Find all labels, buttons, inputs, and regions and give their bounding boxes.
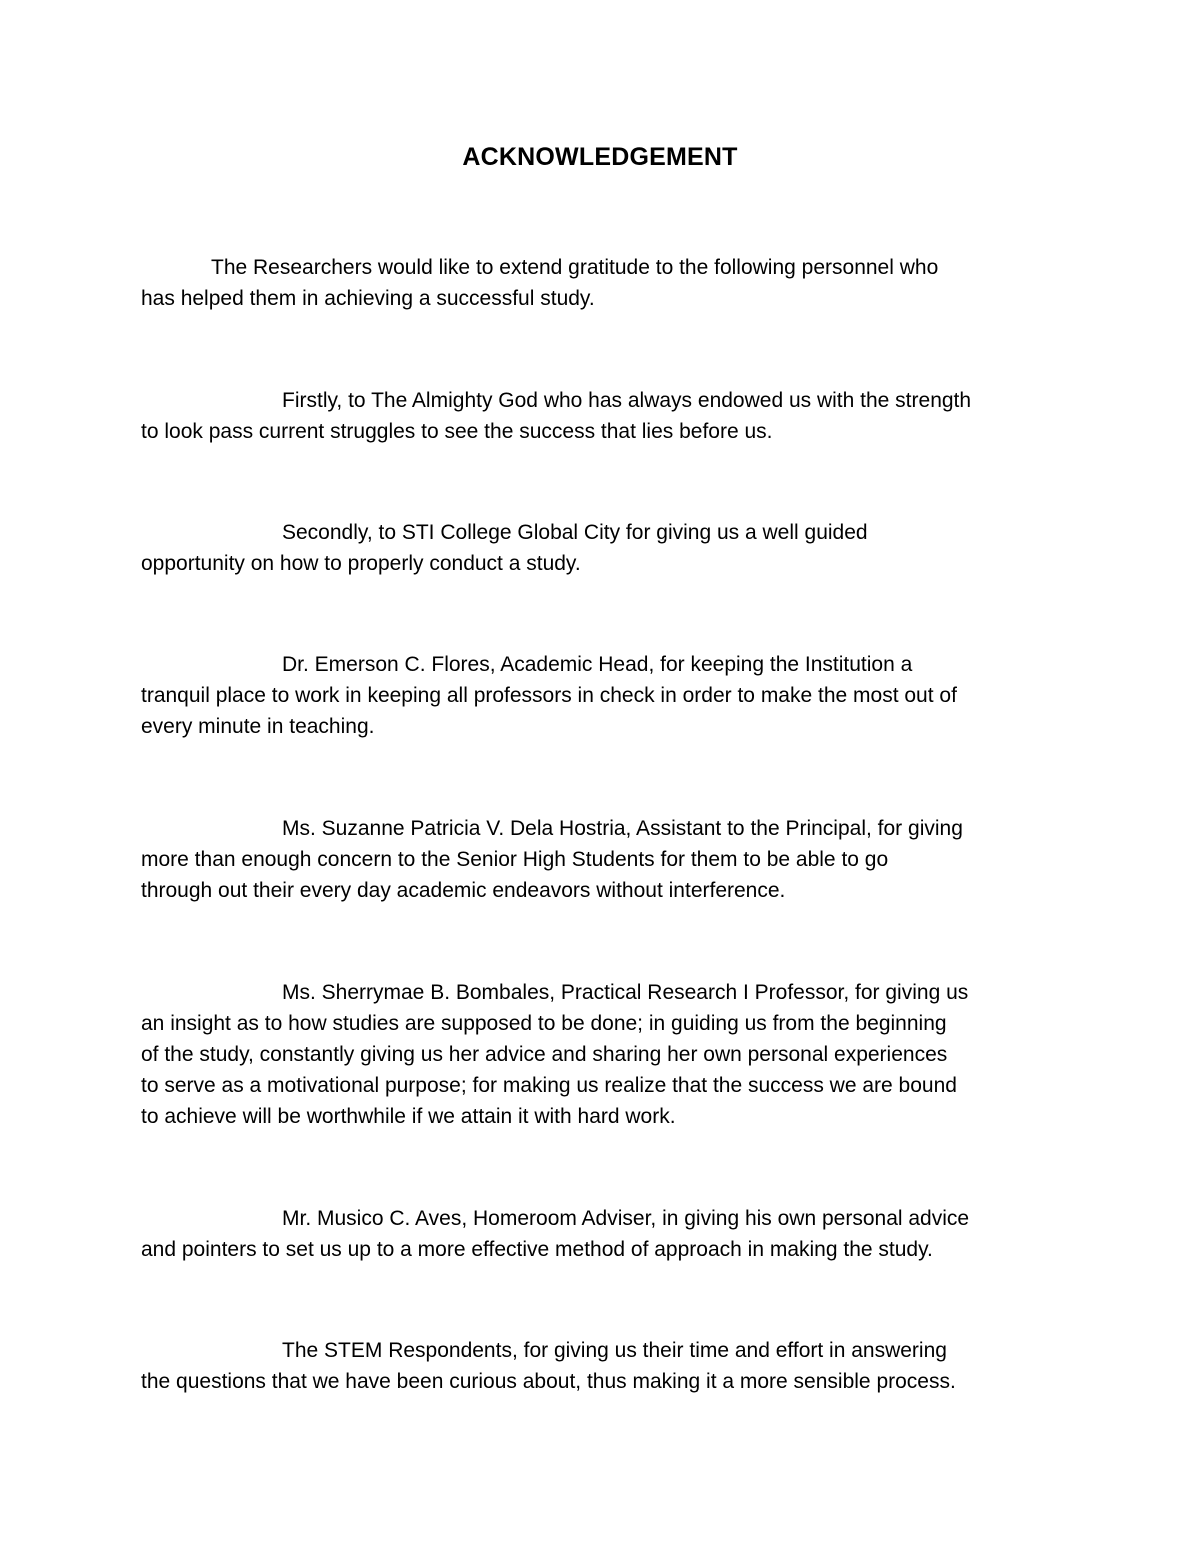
paragraph-line: an insight as to how studies are supposed to be done; in guiding us from the beginning — [141, 1012, 947, 1035]
paragraph-line: through out their every day academic endeavors without interference. — [141, 879, 786, 902]
paragraph-line: Ms. Sherrymae B. Bombales, Practical Research I Professor, for giving us — [282, 981, 969, 1004]
paragraph-line: The STEM Respondents, for giving us their time and effort in answering — [282, 1339, 947, 1362]
paragraph-line: of the study, constantly giving us her advice and sharing her own personal experiences — [141, 1043, 948, 1066]
paragraph-line: every minute in teaching. — [141, 715, 375, 738]
paragraph-line: tranquil place to work in keeping all professors in check in order to make the most out of — [141, 684, 957, 707]
paragraph-line: more than enough concern to the Senior High Students for them to be able to go — [141, 848, 889, 871]
acknowledgement-paragraph-assistant-principal — [141, 813, 1071, 906]
acknowledgement-paragraph-respondents — [141, 1335, 1071, 1397]
acknowledgement-paragraph-research-professor — [141, 977, 1071, 1132]
acknowledgement-paragraph-academic-head — [141, 649, 1071, 742]
paragraph-line: to look pass current struggles to see the success that lies before us. — [141, 420, 773, 443]
paragraph-line: has helped them in achieving a successful study. — [141, 287, 595, 310]
acknowledgement-paragraph-god — [141, 385, 1071, 447]
paragraph-line: The Researchers would like to extend gratitude to the following personnel who — [211, 256, 939, 279]
acknowledgement-paragraph-college — [141, 517, 1071, 579]
paragraph-line: Ms. Suzanne Patricia V. Dela Hostria, Assistant to the Principal, for giving — [282, 817, 963, 840]
paragraph-line: to serve as a motivational purpose; for making us realize that the success we are bound — [141, 1074, 957, 1097]
paragraph-line: and pointers to set us up to a more effective method of approach in making the study. — [141, 1238, 933, 1261]
paragraph-line: opportunity on how to properly conduct a study. — [141, 552, 581, 575]
paragraph-line: the questions that we have been curious about, thus making it a more sensible process. — [141, 1370, 956, 1393]
paragraph-line: to achieve will be worthwhile if we attain it with hard work. — [141, 1105, 676, 1128]
paragraph-line: Mr. Musico C. Aves, Homeroom Adviser, in giving his own personal advice — [282, 1207, 970, 1230]
intro-paragraph — [141, 252, 1071, 314]
paragraph-line: Secondly, to STI College Global City for giving us a well guided — [282, 521, 868, 544]
paragraph-line: Firstly, to The Almighty God who has always endowed us with the strength — [282, 389, 972, 412]
acknowledgement-paragraph-homeroom-adviser — [141, 1203, 1071, 1265]
paragraph-line: Dr. Emerson C. Flores, Academic Head, for keeping the Institution a — [282, 653, 913, 676]
document-title: ACKNOWLEDGEMENT — [462, 143, 738, 171]
